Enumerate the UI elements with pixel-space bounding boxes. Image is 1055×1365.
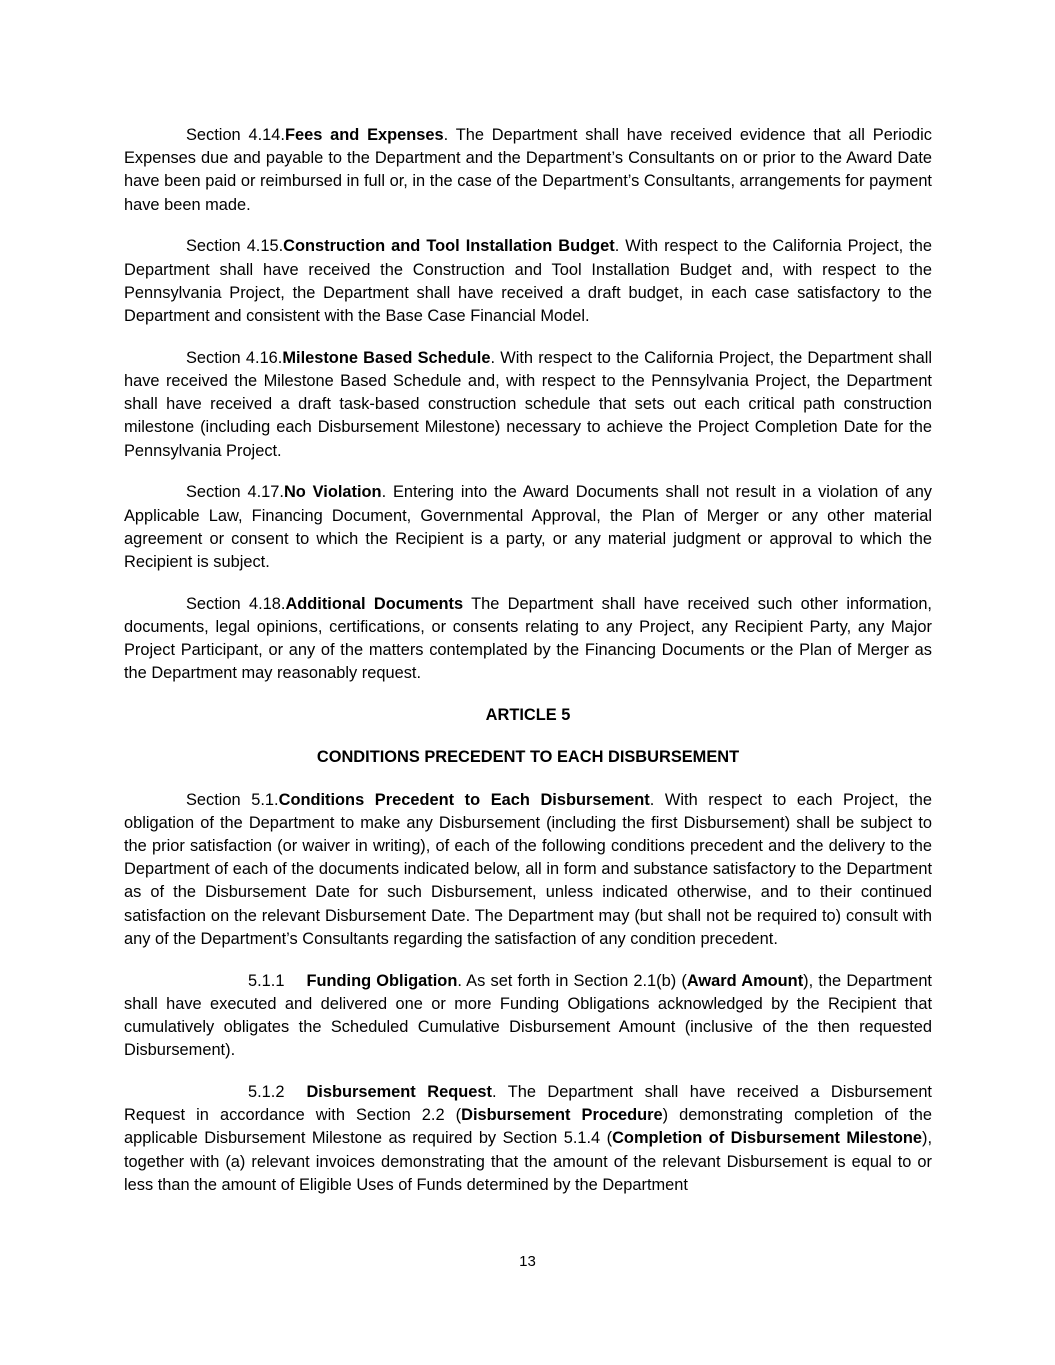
section-title: Conditions Precedent to Each Disbursement <box>278 790 650 809</box>
section-title: No Violation <box>283 483 382 502</box>
section-4-17 <box>124 481 932 574</box>
subsection-number: 5.1.1 <box>248 971 285 990</box>
page-number: 13 <box>519 1253 536 1270</box>
section-text: . The Department shall have received evidence that all Periodic Expenses due and payable to the Department and the Department’s Consultants on or prior to the Award Date have been paid or reimbursed in full or, in the case of the Department’s Consultants, arrangements for payment have been made. <box>124 126 932 214</box>
subsection-text: ), the Department shall have executed and delivered one or more Funding Obligations acknowledged by the Recipient that cumulatively obligates the Scheduled Cumulative Disbursement Amount (inclusive of the then requested Disbursement). <box>124 971 932 1060</box>
document-body <box>124 124 932 1216</box>
section-4-16 <box>124 347 932 463</box>
subsection-text: . The Department shall have received a Disbursement Request in accordance with Section 2.2 ( <box>124 1083 932 1125</box>
section-lead: Section 4.16. <box>186 348 283 367</box>
section-4-18 <box>124 593 932 686</box>
section-title: Construction and Tool Installation Budget <box>283 237 615 256</box>
section-lead: Section 4.18. <box>186 594 286 613</box>
subsection-title: Disbursement Request <box>306 1083 492 1102</box>
section-4-15 <box>124 235 932 328</box>
article-number: ARTICLE 5 <box>485 706 571 725</box>
section-lead: Section 4.14. <box>186 126 285 144</box>
cross-reference: Disbursement Procedure <box>461 1106 663 1125</box>
subsection-number: 5.1.2 <box>248 1083 285 1102</box>
subsection-text: ), together with (a) relevant invoices demonstrating that the amount of the relevant Disbursement is equal to or less than the amount of Eligible Uses of Funds determined by the Department <box>124 1129 932 1194</box>
article-title: CONDITIONS PRECEDENT TO EACH DISBURSEMENT <box>316 748 740 767</box>
section-title: Milestone Based Schedule <box>282 348 491 367</box>
subsection-text: . As set forth in Section 2.1(b) ( <box>457 971 687 990</box>
section-5-1 <box>124 789 932 951</box>
section-text: The Department shall have received such other information, documents, legal opinions, certifications, or consents relating to any Project, any Recipient Party, any Major Project Participant, or any of the matters contemplated by the Financing Documents or the Plan of Merger as the Department may reasonably request. <box>124 594 932 683</box>
cross-reference: Award Amount <box>686 971 804 990</box>
section-5-1-1 <box>124 970 932 1063</box>
section-lead: Section 4.15. <box>186 237 284 256</box>
section-text: . Entering into the Award Documents shall not result in a violation of any Applicable Law, Financing Document, Governmental Approval, the Plan of Merger or any other material agreement or consent to which the Recipient is a party, or any material judgment or approval to which the Recipient is subject. <box>124 483 933 572</box>
section-lead: Section 5.1. <box>186 790 279 809</box>
subsection-title: Funding Obligation <box>306 971 458 990</box>
subsection-text: ) demonstrating completion of the applicable Disbursement Milestone as required by Section 5.1.4 ( <box>124 1106 932 1148</box>
cross-reference: Completion of Disbursement Milestone <box>612 1129 922 1148</box>
section-text: . With respect to each Project, the obligation of the Department to make any Disbursement (including the first Disbursement) shall be subject to the prior satisfaction (or waiver in writing), of each of the following conditions precedent and the delivery to the Department of each of the documents indicated below, all in form and substance satisfactory to the Department as of the Disbursement Date for such Disbursement, unless indicated otherwise, and to their continued satisfaction on the relevant Disbursement Date. The Department may (but shall not be required to) consult with any of the Department’s Consultants regarding the satisfaction of any condition precedent. <box>124 790 932 948</box>
section-text: . With respect to the California Project, the Department shall have received the Construction and Tool Installation Budget and, with respect to the Pennsylvania Project, the Department shall have received a draft budget, in each case satisfactory to the Department and consistent with the Base Case Financial Model. <box>124 237 932 326</box>
section-text: . With respect to the California Project, the Department shall have received the Milestone Based Schedule and, with respect to the Pennsylvania Project, the Department shall have received a draft task-based construction schedule that sets out each critical path construction milestone (including each Disbursement Milestone) necessary to achieve the Project Completion Date for the Pennsylvania Project. <box>124 348 932 460</box>
section-lead: Section 4.17. <box>186 483 284 502</box>
section-title: Additional Documents <box>285 594 464 613</box>
section-4-14 <box>124 124 932 217</box>
section-title: Fees and Expenses <box>284 126 444 144</box>
section-5-1-2 <box>124 1081 932 1197</box>
